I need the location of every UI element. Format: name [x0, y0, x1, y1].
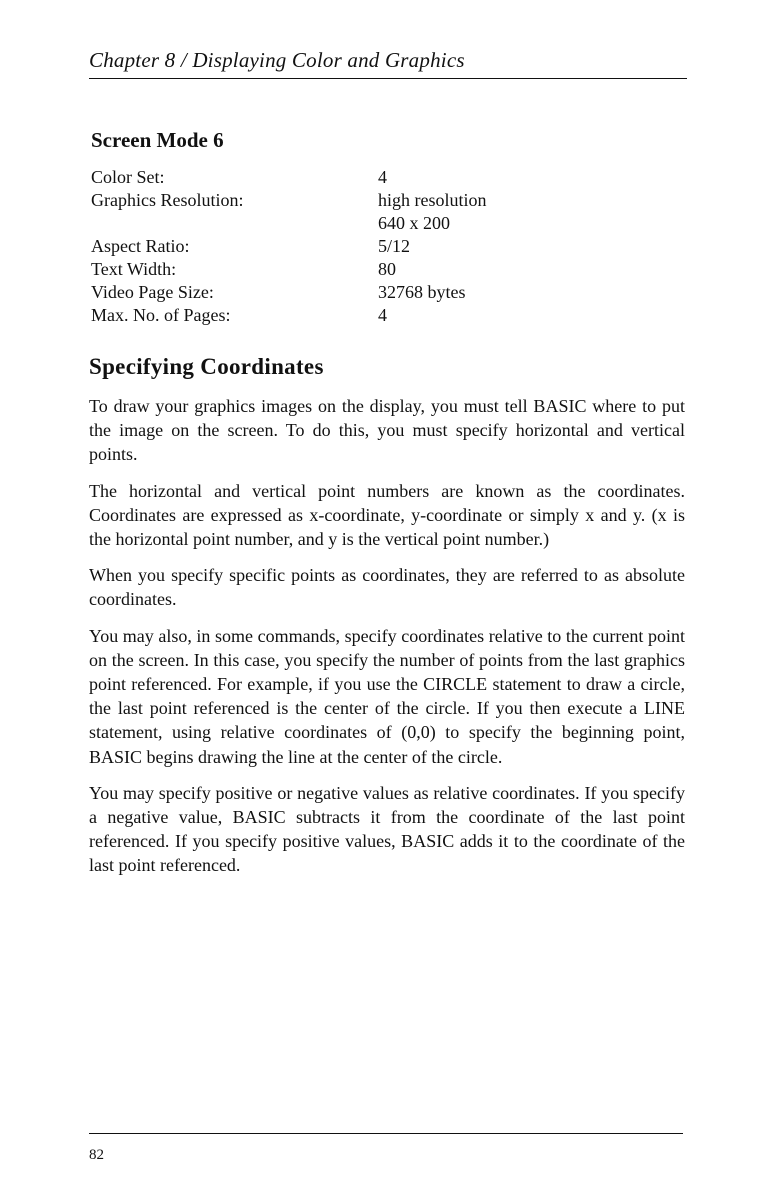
mode-spec-table — [91, 166, 611, 327]
spec-row-max-pages — [91, 304, 611, 327]
paragraph: To draw your graphics images on the display, you must tell BASIC where to put the image on the screen. To do this, you must specify horizontal and vertical points. — [89, 396, 685, 465]
spec-row-graphics-resolution — [91, 189, 611, 235]
paragraph: When you specify specific points as coordinates, they are referred to as absolute coordinates. — [89, 565, 685, 610]
spec-label: Color Set: — [91, 167, 165, 187]
running-head: Chapter 8 / Displaying Color and Graphics — [89, 48, 465, 72]
spec-value: 32768 bytes — [378, 282, 466, 302]
spec-value: high resolution — [378, 190, 487, 210]
spec-value: 4 — [378, 167, 387, 187]
spec-label: Aspect Ratio: — [91, 236, 190, 256]
spec-value: 5/12 — [378, 236, 411, 256]
spec-row-color-set — [91, 166, 611, 189]
section-body — [89, 394, 685, 890]
header-rule — [89, 78, 687, 79]
page-number: 82 — [89, 1147, 104, 1163]
mode-section-title: Screen Mode 6 — [91, 128, 224, 152]
paragraph: You may also, in some commands, specify coordinates relative to the current point on the screen. In this case, you specify the number of points from the last graphics point referenced. For example, if you use the CIRCLE statement to draw a circle, the last point referenced is the center of the circle. If you then execute a LINE statement, using relative coordinates of (0,0) to specify the beginning point, BASIC begins drawing the line at the center of the circle. — [89, 625, 685, 767]
spec-label: Max. No. of Pages: — [91, 305, 231, 325]
document-page — [89, 0, 687, 1204]
spec-row-video-page-size — [91, 281, 611, 304]
spec-label: Graphics Resolution: — [91, 190, 244, 210]
spec-value: 80 — [378, 259, 396, 279]
spec-row-text-width — [91, 258, 611, 281]
paragraph: The horizontal and vertical point numbers are known as the coordinates. Coordinates are expressed as x-coordinate, y-coordinate or simply x and y. (x is the horizontal point number, and y is the vertical point number.) — [89, 480, 685, 550]
footer-rule — [89, 1133, 683, 1134]
spec-value: 4 — [378, 305, 387, 325]
spec-value: 640 x 200 — [378, 213, 450, 233]
spec-label: Video Page Size: — [91, 282, 214, 302]
spec-label: Text Width: — [91, 259, 177, 279]
section-title: Specifying Coordinates — [89, 354, 324, 379]
spec-row-aspect-ratio — [91, 235, 611, 258]
paragraph: You may specify positive or negative values as relative coordinates. If you specify a negative value, BASIC subtracts it from the coordinate of the last point referenced. If you specify positive values, BASIC adds it to the coordinate of the last point referenced. — [89, 782, 685, 876]
